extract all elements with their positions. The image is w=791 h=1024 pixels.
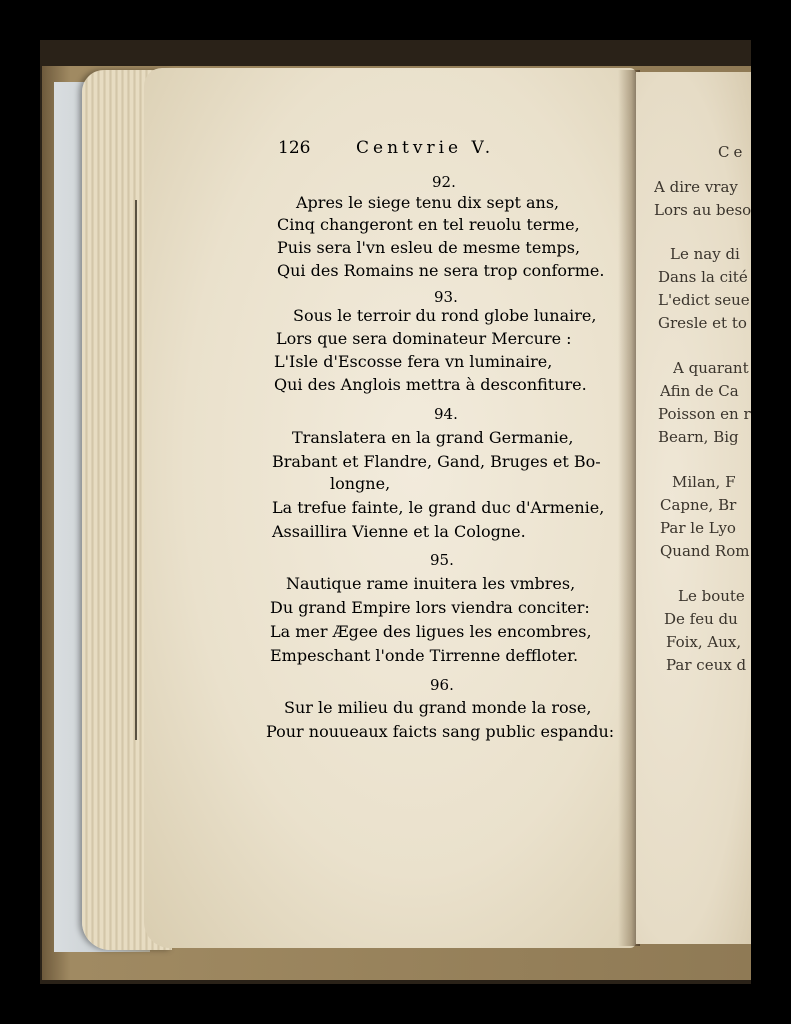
quatrain-number: 92. (432, 173, 456, 191)
verse-line: longne, (330, 474, 391, 493)
verse-line: Qui des Anglois mettra à desconfiture. (274, 375, 587, 394)
verse-fragment: Par ceux d (666, 656, 747, 674)
verse-fragment: A quarant (673, 359, 749, 377)
verse-line: Pour nouueaux faicts sang public espandu: (266, 722, 615, 741)
page-title: Centvrie V. (356, 138, 495, 158)
page-crease (135, 200, 137, 740)
verse-line: Apres le siege tenu dix sept ans, (296, 193, 560, 212)
verse-fragment: Foix, Aux, (666, 633, 742, 651)
quatrain-number: 93. (434, 288, 458, 306)
verse-line: Sous le terroir du rond globe lunaire, (293, 306, 597, 325)
verse-fragment: Par le Lyo (660, 519, 736, 537)
quatrain-number: 96. (430, 676, 454, 694)
verse-line: Translatera en la grand Germanie, (292, 428, 574, 447)
verse-line: Puis sera l'vn esleu de mesme temps, (277, 238, 581, 257)
quatrain-number: 94. (434, 405, 458, 423)
verse-fragment: Capne, Br (660, 496, 737, 514)
verse-line: Du grand Empire lors viendra conciter: (270, 598, 590, 617)
verse-fragment: De feu du (664, 610, 738, 628)
verse-line: La mer Ægee des ligues les encombres, (270, 622, 592, 641)
verse-fragment: Dans la cité (658, 268, 748, 286)
verse-line: La trefue fainte, le grand duc d'Armenie, (272, 498, 605, 517)
verse-fragment: Gresle et to (658, 314, 747, 332)
verse-fragment: Milan, F (672, 473, 736, 491)
verse-line: L'Isle d'Escosse fera vn luminaire, (274, 352, 553, 371)
verse-line: Assaillira Vienne et la Cologne. (272, 522, 526, 541)
verse-fragment: Quand Rom (660, 542, 750, 560)
page-number: 126 (278, 138, 311, 158)
quatrain-number: 95. (430, 551, 454, 569)
verse-line: Qui des Romains ne sera trop conforme. (277, 261, 605, 280)
verse-fragment: Lors au beso (654, 201, 751, 219)
verse-fragment: Le nay di (670, 245, 740, 263)
verse-line: Empeschant l'onde Tirrenne deffloter. (270, 646, 579, 665)
verse-fragment: Poisson en r (658, 405, 751, 423)
right-page-header: Ce (718, 143, 747, 161)
verse-line: Sur le milieu du grand monde la rose, (284, 698, 592, 717)
verse-line: Cinq changeront en tel reuolu terme, (277, 215, 580, 234)
verse-line: Lors que sera dominateur Mercure : (276, 329, 572, 348)
verse-fragment: Bearn, Big (658, 428, 739, 446)
verse-line: Nautique rame inuitera les vmbres, (286, 574, 576, 593)
verse-line: Brabant et Flandre, Gand, Bruges et Bo- (272, 452, 601, 471)
verse-fragment: A dire vray (654, 178, 738, 196)
verse-fragment: Le boute (678, 587, 745, 605)
verse-fragment: L'edict seue (658, 291, 750, 309)
verse-fragment: Afin de Ca (660, 382, 739, 400)
